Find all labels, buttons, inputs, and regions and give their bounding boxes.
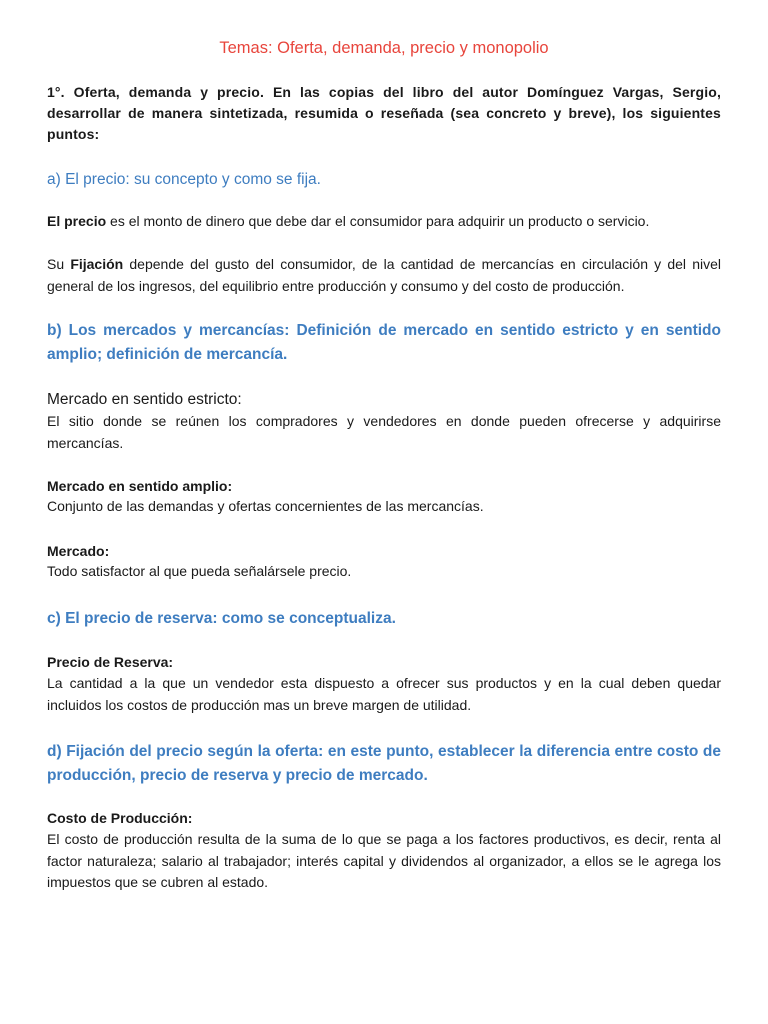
- mercancia-text: Todo satisfactor al que pueda señalársele precio.: [47, 563, 352, 579]
- mercancia-label: Mercado:: [47, 543, 110, 559]
- costo-produccion-label: Costo de Producción:: [47, 810, 193, 826]
- fijacion-definition: depende del gusto del consumidor, de la cantidad de mercancías en circulación y del nivel general de los ingresos, del equilibrio entre producción y consumo y del costo de producción.: [47, 256, 721, 294]
- fijacion-prefix: Su: [47, 256, 71, 272]
- mercado-estricto-label: Mercado en sentido estricto:: [47, 391, 242, 408]
- section-a-heading: a) El precio: su concepto y como se fija.: [47, 171, 321, 188]
- precio-term: El precio: [47, 213, 107, 229]
- intro-paragraph: 1°. Oferta, demanda y precio. En las copias del libro del autor Domínguez Vargas, Sergio, desarrollar de manera sintetizada, resumida o reseñada (sea concreto y breve), los siguientes puntos:: [47, 84, 721, 142]
- fijacion-term: Fijación: [70, 256, 124, 272]
- section-b-heading: b) Los mercados y mercancías: Definición de mercado en sentido estricto y en sentido amplio; definición de mercancía.: [47, 322, 721, 363]
- costo-produccion-text: El costo de producción resulta de la suma de lo que se paga a los factores productivos, es decir, renta al factor naturaleza; salario al trabajador; interés capital y dividendos al organizador, a ellos se le agrega los impuestos que se cubren al estado.: [47, 831, 721, 890]
- section-c-heading: c) El precio de reserva: como se conceptualiza.: [47, 610, 396, 627]
- section-a-paragraph-1: [47, 211, 721, 233]
- precio-reserva-text: La cantidad a la que un vendedor esta dispuesto a ofrecer sus productos y en la cual deben quedar incluidos los costos de producción mas un breve margen de utilidad.: [47, 675, 721, 713]
- mercado-estricto-text: El sitio donde se reúnen los compradores y vendedores en donde pueden ofrecerse y adquirirse mercancías.: [47, 413, 721, 451]
- mercado-amplio-label: Mercado en sentido amplio:: [47, 478, 233, 494]
- document-title: Temas: Oferta, demanda, precio y monopolio: [219, 39, 549, 57]
- section-d-heading: d) Fijación del precio según la oferta: en este punto, establecer la diferencia entre costo de producción, precio de reserva y precio de mercado.: [47, 743, 721, 784]
- section-a-paragraph-2: [47, 254, 721, 297]
- precio-definition: es el monto de dinero que debe dar el consumidor para adquirir un producto o servicio.: [106, 213, 650, 229]
- mercado-amplio-text: Conjunto de las demandas y ofertas concernientes de las mercancías.: [47, 498, 484, 514]
- precio-reserva-label: Precio de Reserva:: [47, 654, 174, 670]
